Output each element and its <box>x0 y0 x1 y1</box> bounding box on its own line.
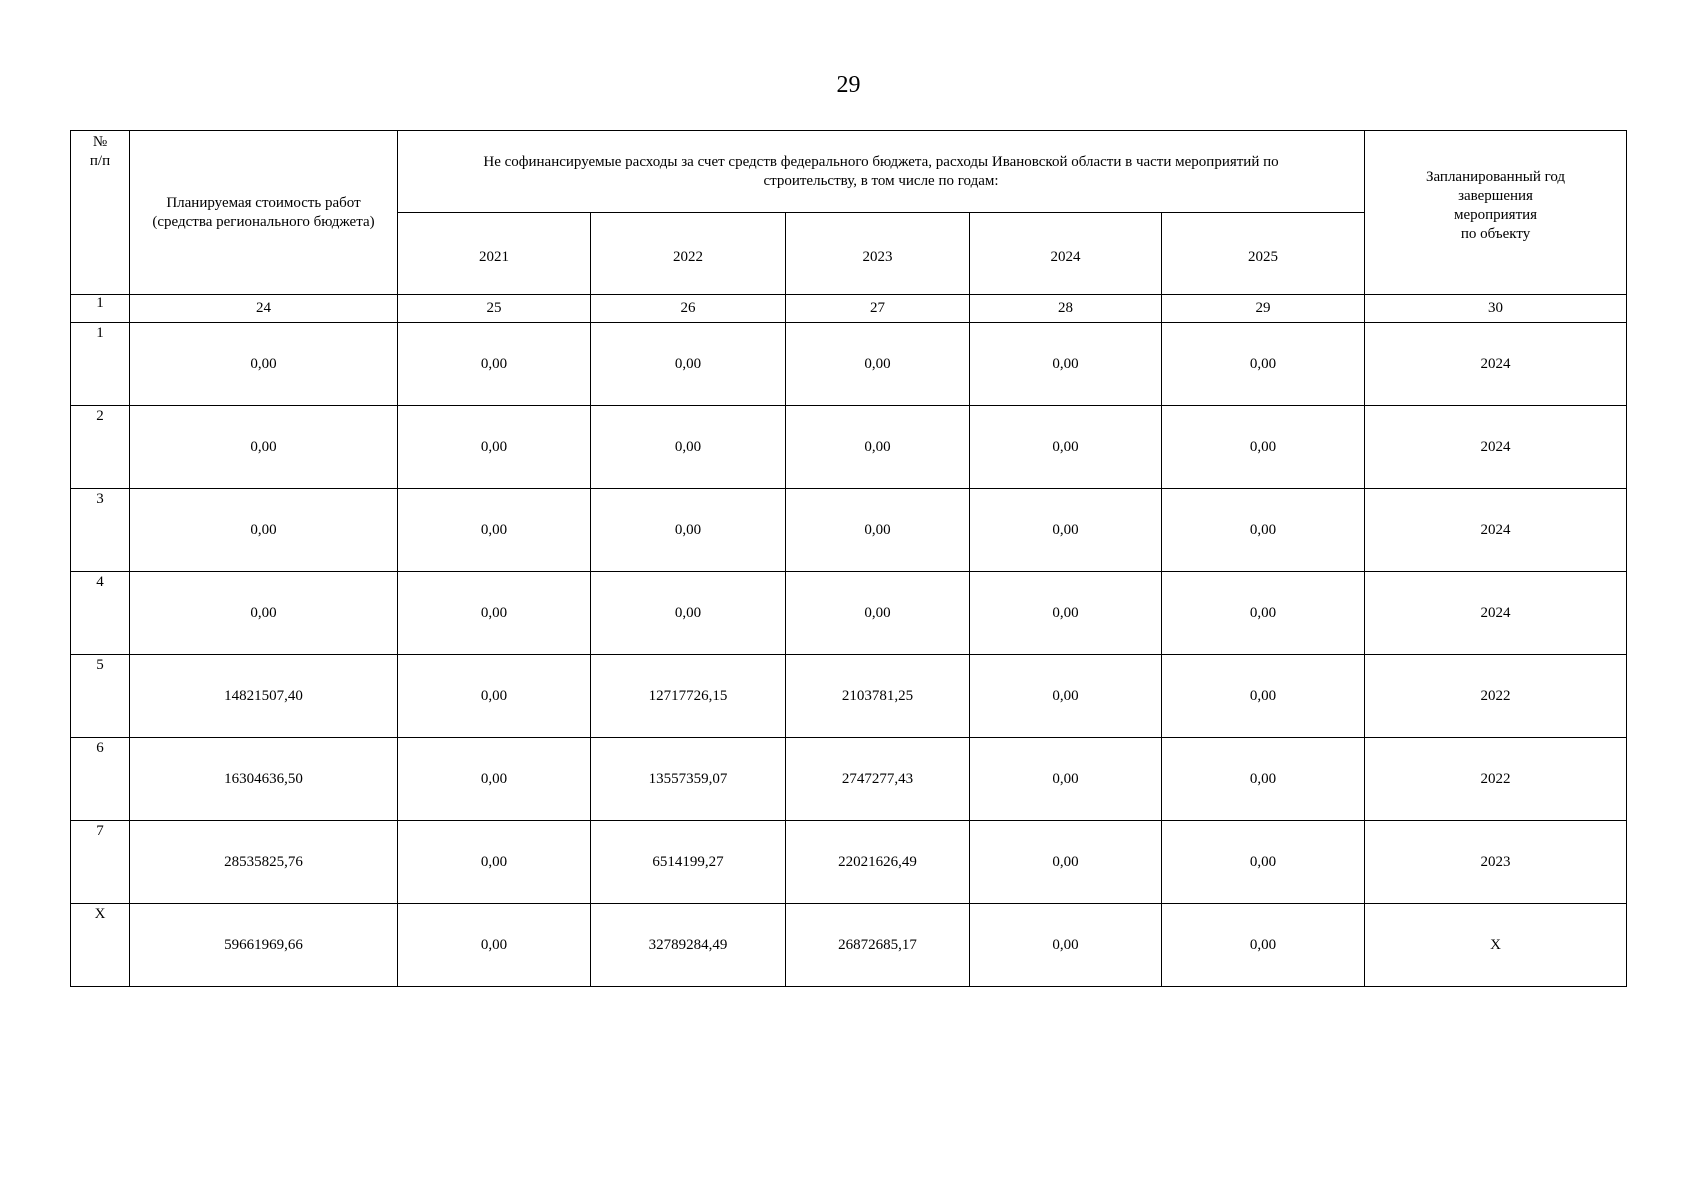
header-unfunded-expenses: Не софинансируемые расходы за счет средств федерального бюджета, расходы Ивановской области в части мероприятий по строительству, в том числе по годам: <box>398 131 1365 213</box>
cell-2023: 2747277,43 <box>786 738 970 821</box>
column-numbers-row <box>71 295 1627 323</box>
row-number: 6 <box>71 738 130 821</box>
cell-2025: 0,00 <box>1162 489 1365 572</box>
cell-completion-year: 2023 <box>1365 821 1627 904</box>
table-row-total <box>71 904 1627 987</box>
cell-2021: 0,00 <box>398 655 591 738</box>
cell-2023: 2103781,25 <box>786 655 970 738</box>
cell-2023: 0,00 <box>786 406 970 489</box>
table-row <box>71 572 1627 655</box>
header-year-2025: 2025 <box>1162 213 1365 295</box>
header-planned-cost: Планируемая стоимость работ (средства регионального бюджета) <box>130 131 398 295</box>
row-number: 4 <box>71 572 130 655</box>
cell-2022: 0,00 <box>591 323 786 406</box>
row-number: 2 <box>71 406 130 489</box>
cell-planned-cost: 28535825,76 <box>130 821 398 904</box>
cell-2024: 0,00 <box>970 406 1162 489</box>
cell-completion-year: 2024 <box>1365 406 1627 489</box>
table-row <box>71 821 1627 904</box>
column-number: 29 <box>1162 295 1365 323</box>
table-row <box>71 738 1627 821</box>
table-row <box>71 406 1627 489</box>
column-number: 24 <box>130 295 398 323</box>
budget-table <box>70 130 1627 987</box>
cell-2021: 0,00 <box>398 738 591 821</box>
cell-2025: 0,00 <box>1162 904 1365 987</box>
row-number: 3 <box>71 489 130 572</box>
table-row <box>71 489 1627 572</box>
cell-2024: 0,00 <box>970 821 1162 904</box>
cell-2023: 26872685,17 <box>786 904 970 987</box>
header-row-number: № п/п <box>71 131 130 295</box>
row-number: 5 <box>71 655 130 738</box>
cell-2025: 0,00 <box>1162 406 1365 489</box>
cell-2022: 0,00 <box>591 572 786 655</box>
cell-2021: 0,00 <box>398 323 591 406</box>
cell-2024: 0,00 <box>970 323 1162 406</box>
cell-2022: 32789284,49 <box>591 904 786 987</box>
cell-2024: 0,00 <box>970 738 1162 821</box>
cell-completion-year: 2022 <box>1365 738 1627 821</box>
cell-planned-cost: 0,00 <box>130 489 398 572</box>
header-year-2023: 2023 <box>786 213 970 295</box>
cell-2025: 0,00 <box>1162 738 1365 821</box>
cell-2021: 0,00 <box>398 821 591 904</box>
cell-2025: 0,00 <box>1162 323 1365 406</box>
cell-planned-cost: 0,00 <box>130 406 398 489</box>
column-number: 1 <box>71 295 130 323</box>
cell-planned-cost: 14821507,40 <box>130 655 398 738</box>
cell-2022: 13557359,07 <box>591 738 786 821</box>
column-number: 25 <box>398 295 591 323</box>
cell-planned-cost: 16304636,50 <box>130 738 398 821</box>
cell-2022: 0,00 <box>591 406 786 489</box>
cell-completion-year: X <box>1365 904 1627 987</box>
row-number: 1 <box>71 323 130 406</box>
cell-planned-cost: 59661969,66 <box>130 904 398 987</box>
cell-2021: 0,00 <box>398 572 591 655</box>
table-row <box>71 655 1627 738</box>
cell-completion-year: 2024 <box>1365 572 1627 655</box>
cell-2024: 0,00 <box>970 655 1162 738</box>
column-number: 28 <box>970 295 1162 323</box>
cell-2021: 0,00 <box>398 406 591 489</box>
cell-completion-year: 2024 <box>1365 489 1627 572</box>
row-number: 7 <box>71 821 130 904</box>
column-number: 26 <box>591 295 786 323</box>
cell-2023: 0,00 <box>786 489 970 572</box>
column-number: 27 <box>786 295 970 323</box>
header-completion-year: Запланированный год завершения мероприятия по объекту <box>1365 131 1627 295</box>
cell-2023: 0,00 <box>786 572 970 655</box>
cell-2025: 0,00 <box>1162 572 1365 655</box>
cell-2024: 0,00 <box>970 572 1162 655</box>
cell-2023: 0,00 <box>786 323 970 406</box>
cell-2022: 12717726,15 <box>591 655 786 738</box>
cell-2022: 0,00 <box>591 489 786 572</box>
row-number: X <box>71 904 130 987</box>
cell-2025: 0,00 <box>1162 821 1365 904</box>
table-row <box>71 323 1627 406</box>
cell-completion-year: 2022 <box>1365 655 1627 738</box>
cell-2021: 0,00 <box>398 904 591 987</box>
cell-2023: 22021626,49 <box>786 821 970 904</box>
header-year-2024: 2024 <box>970 213 1162 295</box>
cell-2022: 6514199,27 <box>591 821 786 904</box>
cell-completion-year: 2024 <box>1365 323 1627 406</box>
cell-2024: 0,00 <box>970 904 1162 987</box>
cell-2025: 0,00 <box>1162 655 1365 738</box>
page-number: 29 <box>836 72 861 98</box>
cell-planned-cost: 0,00 <box>130 572 398 655</box>
header-year-2022: 2022 <box>591 213 786 295</box>
column-number: 30 <box>1365 295 1627 323</box>
header-year-2021: 2021 <box>398 213 591 295</box>
cell-2024: 0,00 <box>970 489 1162 572</box>
cell-2021: 0,00 <box>398 489 591 572</box>
cell-planned-cost: 0,00 <box>130 323 398 406</box>
